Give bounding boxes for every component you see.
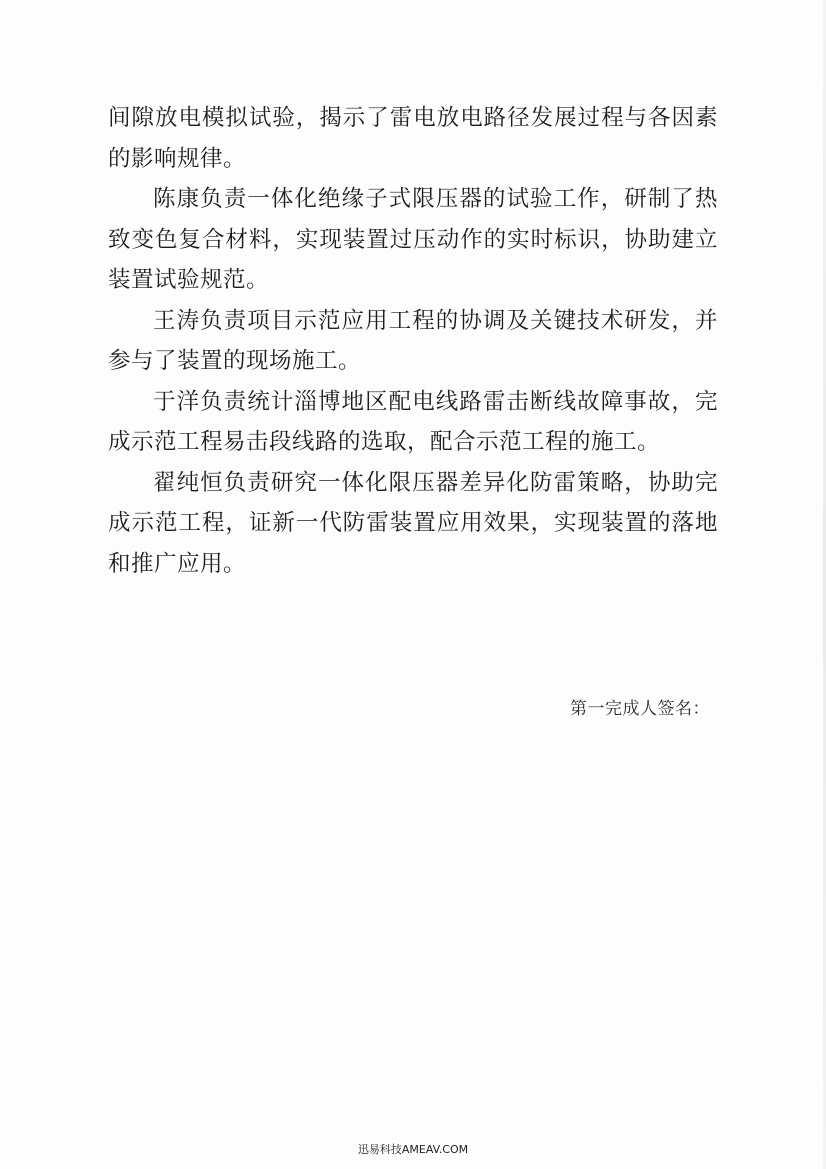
footer-watermark: 迅易科技AMEAV.COM xyxy=(357,1143,469,1156)
paragraph-2: 陈康负责一体化绝缘子式限压器的试验工作，研制了热致变色复合材料，实现装置过压动作的实时标识，协助建立装置试验规范。 xyxy=(108,186,718,293)
document-body xyxy=(108,98,718,584)
paragraph-4: 于洋负责统计淄博地区配电线路雷击断线故障事故，完成示范工程易击段线路的选取，配合示范工程的施工。 xyxy=(108,388,718,455)
paragraph-1: 间隙放电模拟试验，揭示了雷电放电路径发展过程与各因素的影响规律。 xyxy=(108,105,718,172)
signature-label: 第一完成人签名： xyxy=(570,699,710,719)
paragraph-5: 翟纯恒负责研究一体化限压器差异化防雷策略，协助完成示范工程，证新一代防雷装置应用效果，实现装置的落地和推广应用。 xyxy=(108,469,718,577)
paragraph-3: 王涛负责项目示范应用工程的协调及关键技术研发，并参与了装置的现场施工。 xyxy=(108,307,718,374)
